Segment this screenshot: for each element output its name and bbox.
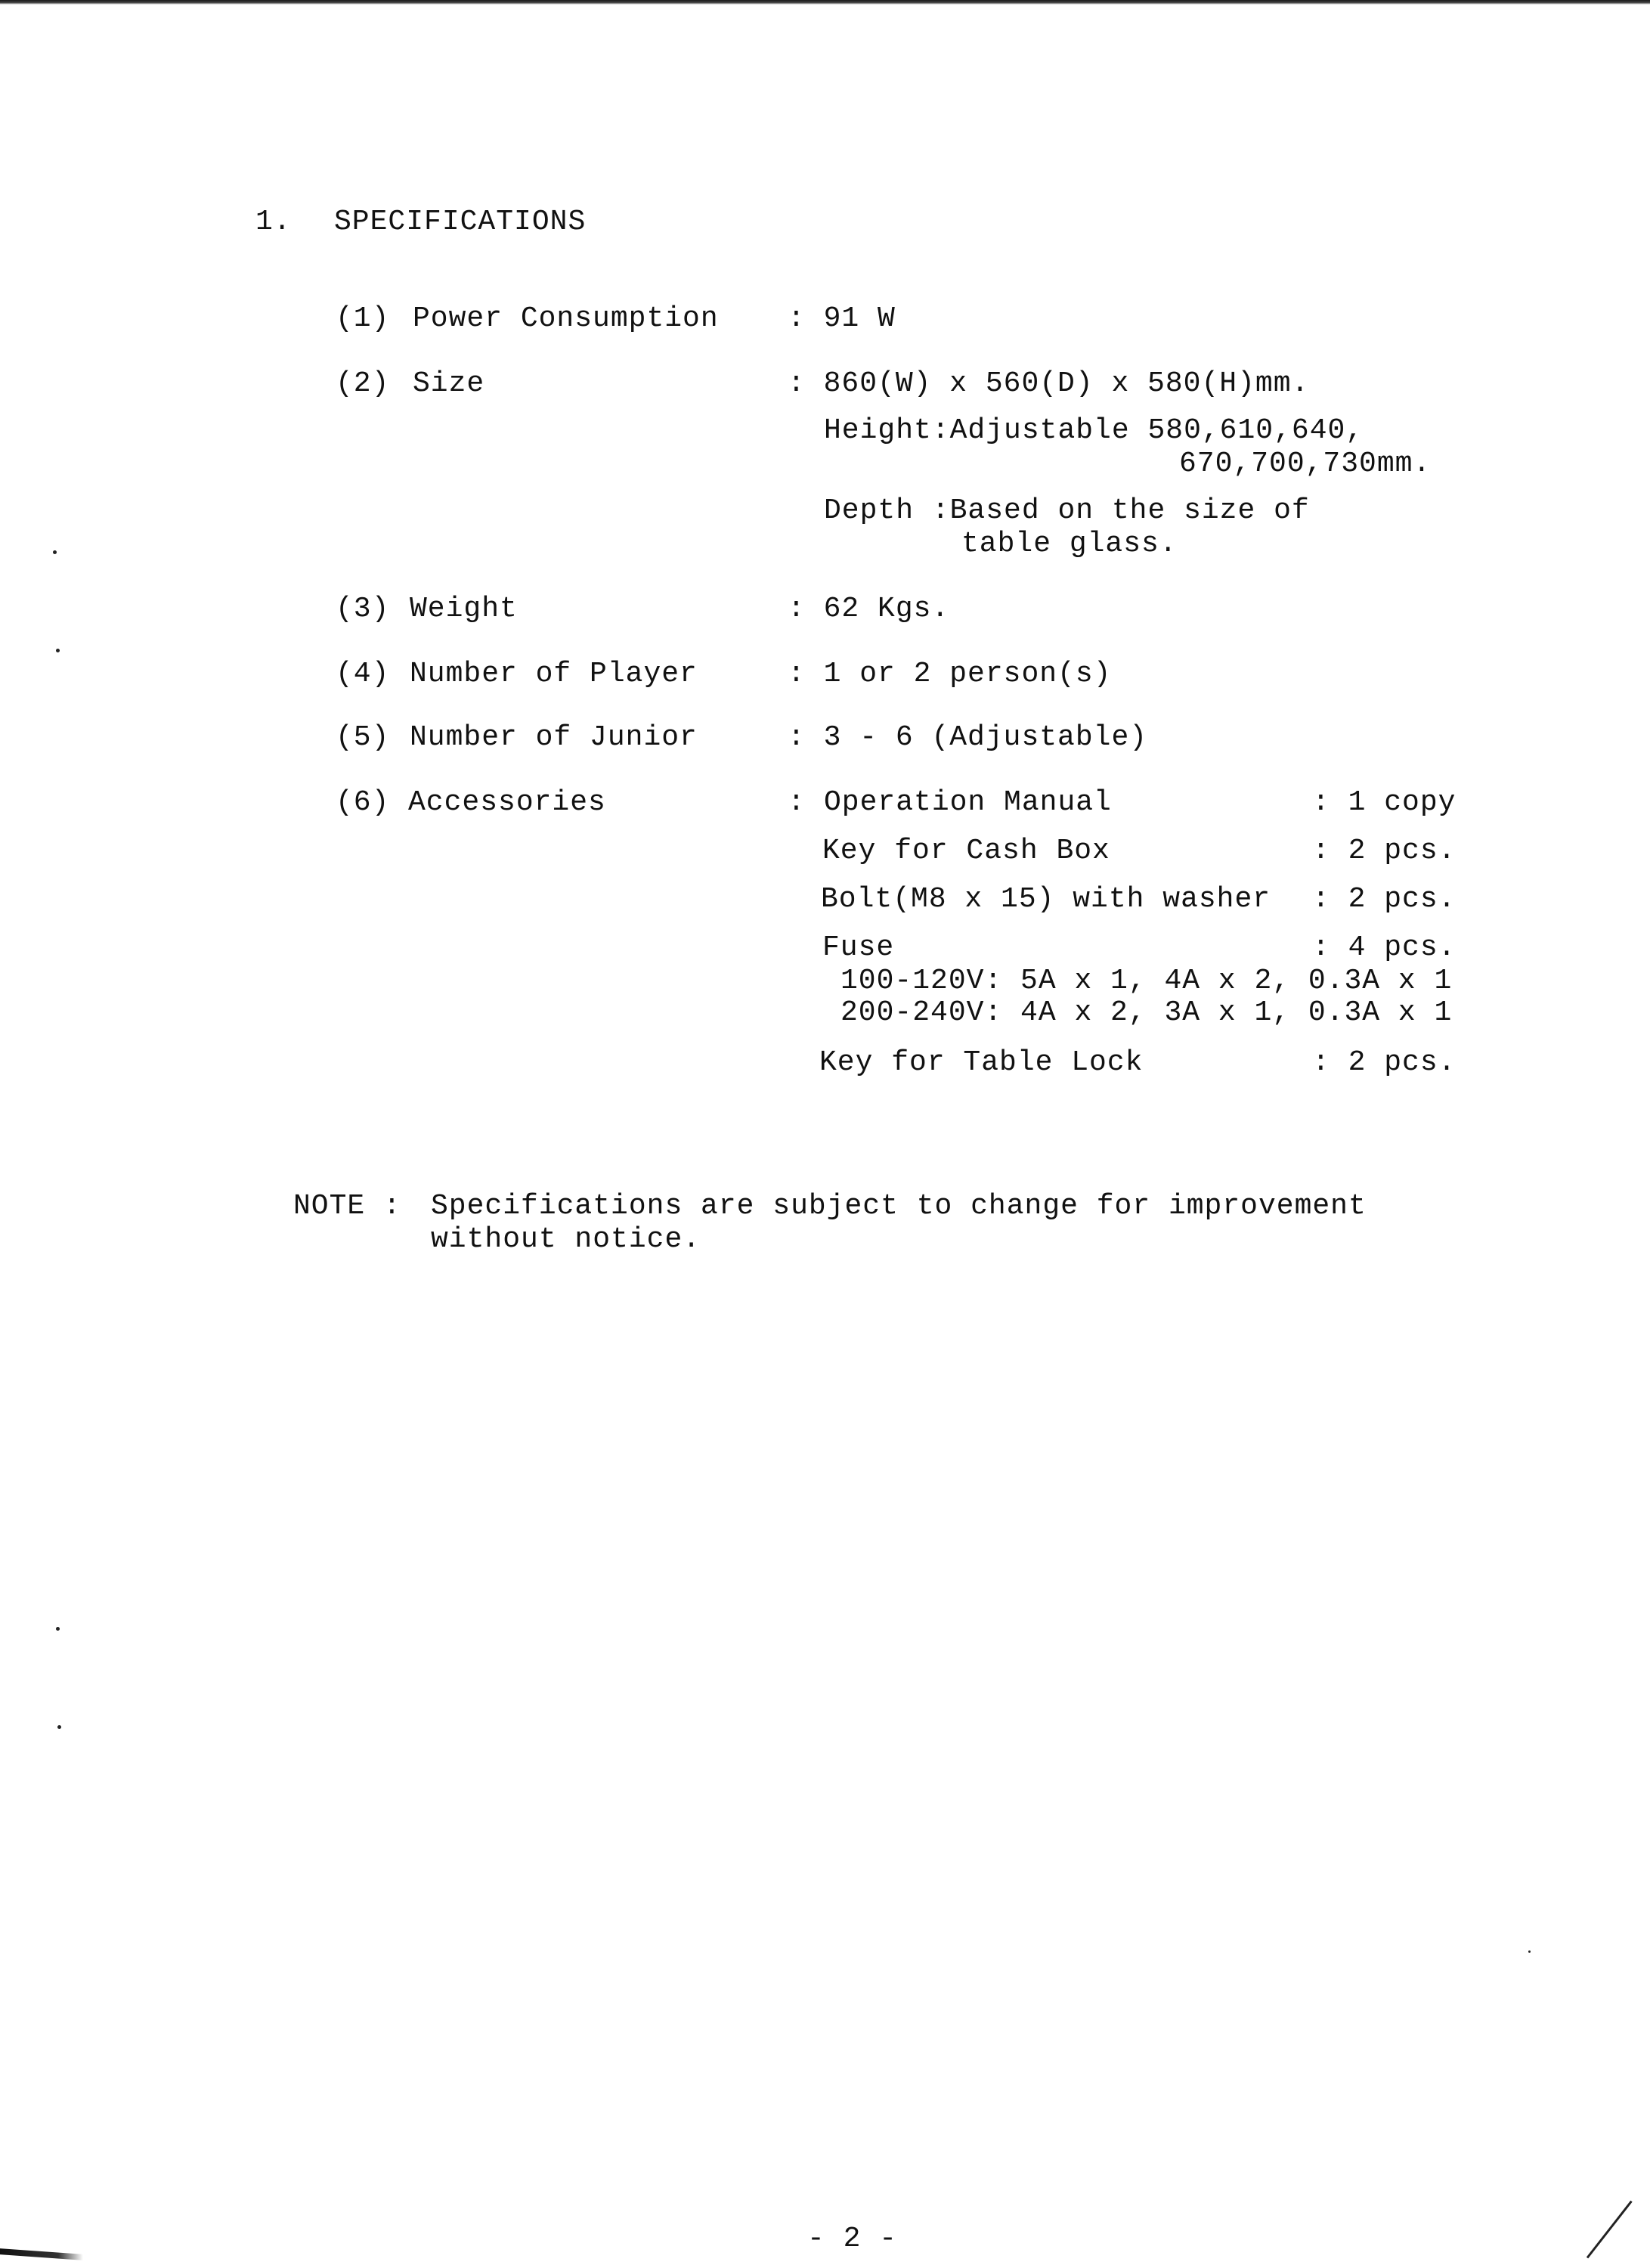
scan-speck <box>1528 1950 1531 1953</box>
spec-index: (6) <box>336 786 390 819</box>
scan-speck <box>57 1725 61 1729</box>
accessory-item: Fuse <box>822 931 895 964</box>
accessory-qty: : 2 pcs. <box>1312 1046 1457 1079</box>
accessory-qty: : 4 pcs. <box>1312 931 1457 964</box>
fuse-detail-line: 100-120V: 5A x 1, 4A x 2, 0.3A x 1 <box>840 965 1453 997</box>
accessory-item: Bolt(M8 x 15) with washer <box>821 883 1271 916</box>
spec-label: Accessories <box>408 786 606 819</box>
scan-speck <box>56 649 60 652</box>
spec-index: (2) <box>336 367 390 400</box>
page-number: - 2 - <box>807 2223 898 2255</box>
accessory-item: Operation Manual <box>824 786 1112 819</box>
accessory-item: Key for Cash Box <box>822 835 1110 867</box>
scan-bottom-mark <box>0 2248 83 2260</box>
spec-index: (3) <box>336 593 390 625</box>
spec-index: (1) <box>336 302 390 335</box>
note-line1: Specifications are subject to change for improvement <box>431 1190 1367 1222</box>
section-title: SPECIFICATIONS <box>334 206 587 238</box>
spec-colon: : <box>788 786 806 819</box>
size-depth-line1: Depth :Based on the size of <box>824 494 1310 527</box>
spec-label: Weight <box>410 593 518 625</box>
spec-value: : 860(W) x 560(D) x 580(H)mm. <box>788 367 1310 400</box>
accessory-qty: : 2 pcs. <box>1312 835 1457 867</box>
scan-corner-line <box>1587 2201 1633 2259</box>
spec-label: Size <box>413 367 485 400</box>
spec-value: : 1 or 2 person(s) <box>788 658 1112 690</box>
spec-label: Power Consumption <box>413 302 719 335</box>
scan-speck <box>56 1627 60 1631</box>
fuse-detail-line: 200-240V: 4A x 2, 3A x 1, 0.3A x 1 <box>840 996 1453 1029</box>
spec-label: Number of Junior <box>410 721 698 754</box>
spec-value: : 3 - 6 (Adjustable) <box>788 721 1148 754</box>
spec-index: (5) <box>336 721 390 754</box>
section-number: 1. <box>255 206 292 238</box>
spec-value: : 62 Kgs. <box>788 593 950 625</box>
accessory-qty: : 2 pcs. <box>1312 883 1457 916</box>
spec-value: : 91 W <box>788 302 896 335</box>
accessory-qty: : 1 copy <box>1312 786 1457 819</box>
size-depth-line2: table glass. <box>961 528 1178 560</box>
size-height-line1: Height:Adjustable 580,610,640, <box>824 414 1364 447</box>
spec-index: (4) <box>336 658 390 690</box>
note-label: NOTE : <box>293 1190 401 1222</box>
accessory-item: Key for Table Lock <box>819 1046 1144 1079</box>
scan-top-edge <box>0 0 1650 5</box>
size-height-line2: 670,700,730mm. <box>1179 448 1432 480</box>
note-line2: without notice. <box>431 1223 701 1256</box>
scan-speck <box>53 550 57 554</box>
spec-label: Number of Player <box>410 658 698 690</box>
